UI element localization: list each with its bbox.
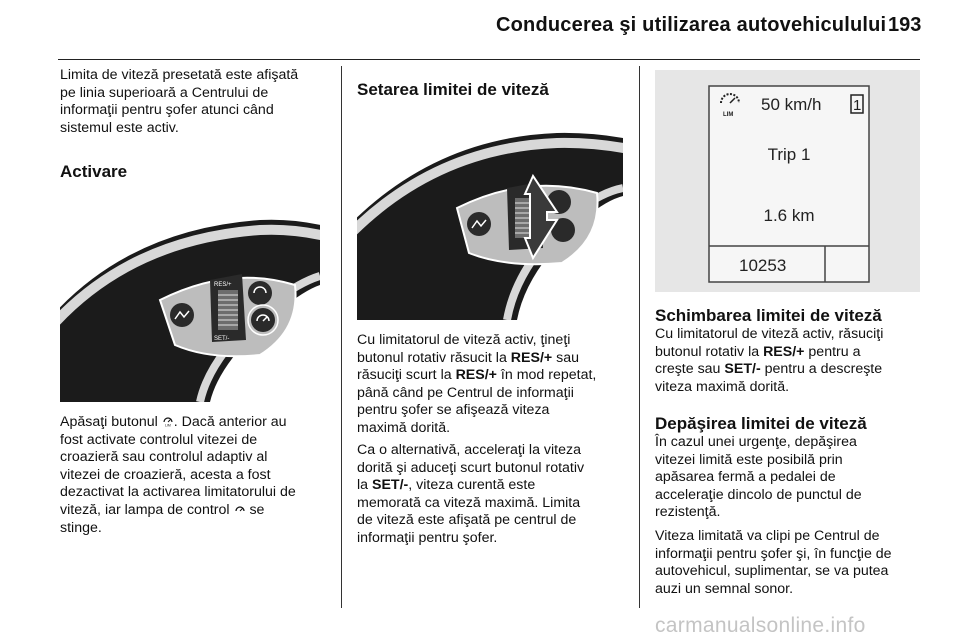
column-divider-1: [341, 66, 342, 608]
display-odometer: 10253: [739, 256, 787, 275]
setting-paragraph-1: Cu limitatorul de viteză activ, ţineţi butonul rotativ răsucit la RES/+ sau răsuciţi scurt la RES/+ în mod repetat, până când pe Centrul de informaţii pentru şofer se afişează viteza maximă dorită.: [357, 332, 597, 436]
watermark: carmanualsonline.info: [655, 614, 866, 637]
driver-info-display-illustration: [655, 70, 920, 292]
display-speed: 50 km/h: [761, 95, 822, 114]
steering-wheel-illustration-activation: [60, 190, 320, 402]
exceed-paragraph: În cazul unei urgenţe, depăşirea vitezei limită este posibilă prin apăsarea fermă a pedalei de acceleraţie dincolo de punctul de rezistenţă.: [655, 434, 862, 521]
page-number: 193: [888, 14, 922, 36]
steering-wheel-illustration-setting: [357, 108, 623, 320]
wheel-res-label: RES/+: [214, 282, 232, 288]
display-gear: 1: [853, 97, 862, 114]
wheel-set-label: SET/-: [214, 336, 230, 342]
warning-paragraph: Viteza limitată va clipi pe Centrul de informaţii pentru şofer şi, în funcţie de autovehicul, suplimentar, se va putea auzi un semnal sonor.: [655, 528, 892, 597]
heading-schimbarea: Schimbarea limitei de viteză: [655, 306, 882, 325]
display-trip-label: Trip 1: [767, 145, 811, 164]
svg-text:LIM: LIM: [723, 112, 734, 118]
gear-indicator: [851, 95, 863, 114]
change-paragraph: Cu limitatorul de viteză activ, răsuciţi butonul rotativ la RES/+ pentru a creşte sau SET/- pentru a descreşte viteza maximă dorită.: [655, 326, 884, 395]
heading-setarea: Setarea limitei de viteză: [357, 80, 549, 99]
running-header-title: Conducerea şi utilizarea autovehiculului: [496, 14, 887, 36]
speed-limiter-icon: [162, 415, 174, 427]
svg-text:LIM: LIM: [164, 423, 171, 427]
control-lamp-icon: [234, 503, 246, 515]
display-trip-value: 1.6 km: [763, 206, 815, 225]
heading-activare: Activare: [60, 162, 128, 181]
activation-paragraph: Apăsaţi butonul LIM . Dacă anterior au fost activate controlul vitezei de croazieră sau controlul adaptiv al vitezei de croazieră, acesta a fost dezactivat la activarea limitatorului de viteză, iar lampa de control se stinge.: [60, 414, 296, 536]
setting-paragraph-2: Ca o alternativă, acceleraţi la viteza dorită şi aduceţi scurt butonul rotativ la SET/-, viteza curentă este memorată ca viteză maximă. Limita de viteză este afişată pe centrul de informaţii pentru şofer.: [357, 442, 585, 546]
intro-paragraph: Limita de viteză presetată este afişată pe linia superioară a Centrului de informaţii pentru şofer atunci când sistemul este activ.: [60, 67, 299, 136]
header-rule: [58, 59, 920, 60]
heading-depasirea: Depăşirea limitei de viteză: [655, 414, 867, 433]
